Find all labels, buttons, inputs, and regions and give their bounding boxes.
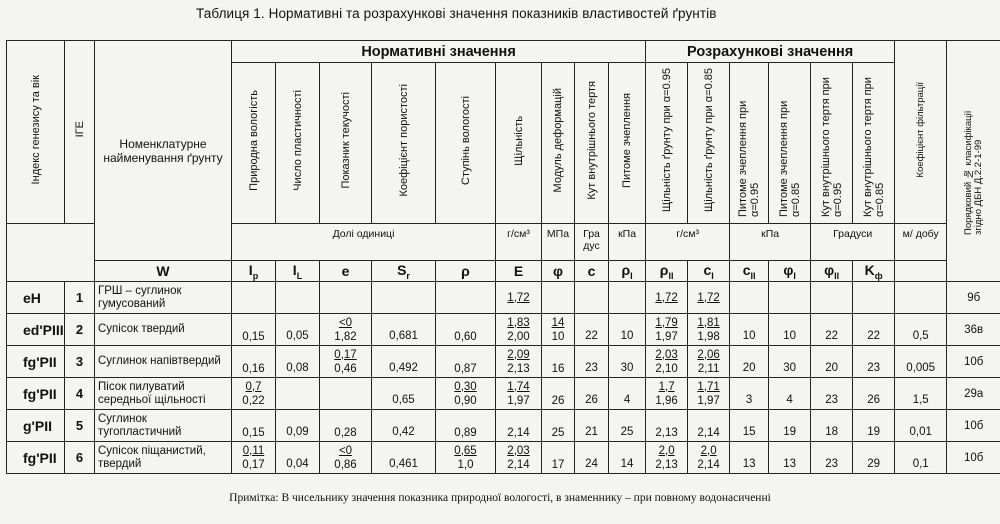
cell-w-numerator: 0,7 [245, 380, 262, 393]
cell-il-numerator: <0 [338, 444, 353, 457]
cell-phi1 [811, 282, 853, 314]
cell-rho2-numerator: 2,0 [700, 444, 717, 457]
table-title: Таблиця 1. Нормативні та розрахункові значення показників властивостей ґрунтів [196, 6, 717, 21]
cell-phi1: 23 [811, 378, 853, 410]
cell-c1: 13 [730, 442, 769, 474]
header-index: Індекс генезису та вік [7, 41, 65, 224]
cell-rho-denominator: 1,97 [507, 394, 530, 407]
cell-c: 25 [609, 410, 646, 442]
cell-ip: 0,09 [276, 410, 320, 442]
cell-E [542, 346, 575, 378]
cell-il-numerator: 0,17 [334, 348, 357, 361]
cell-c [609, 282, 646, 314]
cell-E-numerator [543, 412, 573, 426]
cell-c1: 15 [730, 410, 769, 442]
cell-il [320, 314, 372, 346]
cell-phi: 23 [575, 346, 609, 378]
cell-order: 36в [947, 314, 1000, 346]
cell-rho2-numerator: 1,71 [697, 380, 720, 393]
cell-ige: 5 [65, 410, 95, 442]
cell-sr-numerator [437, 291, 494, 305]
unit-mdobu: м/ добу [895, 224, 947, 261]
cell-rho2 [688, 282, 730, 314]
cell-phi1: 20 [811, 346, 853, 378]
cell-c: 4 [609, 378, 646, 410]
cell-c2: 13 [769, 442, 811, 474]
cell-kf: 1,5 [895, 378, 947, 410]
cell-sr-numerator [437, 412, 494, 426]
table-row [7, 346, 1000, 378]
sym-rho1: $\rho_I$ [609, 261, 646, 282]
cell-rho2-denominator: 2,14 [697, 458, 720, 471]
header-il: Показник текучості [320, 63, 372, 224]
sym-phi1: $\varphi_I$ [769, 261, 811, 282]
cell-name: Супісок піщанистий, твердий [95, 442, 232, 474]
cell-phi1: 22 [811, 314, 853, 346]
footnote: Примітка: В чисельнику значення показника природної вологості, в знаменнику – при повному водонасиченні [229, 492, 771, 504]
cell-rho-denominator: 2,14 [507, 426, 530, 439]
cell-sr [436, 442, 496, 474]
cell-E [542, 410, 575, 442]
cell-phi1: 23 [811, 442, 853, 474]
cell-rho2-denominator: 1,98 [697, 330, 720, 343]
cell-E [542, 314, 575, 346]
cell-E [542, 378, 575, 410]
cell-E [542, 282, 575, 314]
cell-sr [436, 282, 496, 314]
cell-ip: 0,04 [276, 442, 320, 474]
unit-kpa-calc: кПа [730, 224, 811, 261]
cell-il-denominator: 0,46 [334, 362, 357, 375]
cell-rho-denominator: 2,00 [507, 330, 530, 343]
cell-ige: 4 [65, 378, 95, 410]
cell-rho-numerator: 1,72 [507, 291, 530, 304]
cell-w-denominator: 0,15 [242, 330, 265, 343]
cell-c2: 30 [769, 346, 811, 378]
cell-phi2: 29 [853, 442, 895, 474]
cell-phi [575, 282, 609, 314]
cell-phi: 26 [575, 378, 609, 410]
cell-phi2: 19 [853, 410, 895, 442]
cell-name: ГРШ – суглинок гумусований [95, 282, 232, 314]
cell-il-numerator [321, 291, 370, 305]
cell-sr [436, 378, 496, 410]
cell-rho1 [646, 282, 688, 314]
cell-sr-numerator: 0,65 [454, 444, 477, 457]
cell-c: 30 [609, 346, 646, 378]
cell-rho-numerator: 2,03 [507, 444, 530, 457]
unit-gcm3-calc: г/см³ [646, 224, 730, 261]
cell-il [320, 410, 372, 442]
cell-sr-denominator: 0,89 [454, 426, 477, 439]
cell-E-denominator: 26 [551, 394, 565, 407]
header-ip: Число пластичності [276, 63, 320, 224]
cell-rho1 [646, 378, 688, 410]
cell-name: Супісок твердий [95, 314, 232, 346]
cell-rho2 [688, 442, 730, 474]
cell-ip: 0,08 [276, 346, 320, 378]
cell-ige: 2 [65, 314, 95, 346]
cell-e: 0,461 [372, 442, 436, 474]
header-e: Коефіцієнт пористості [372, 63, 436, 224]
cell-e: 0,492 [372, 346, 436, 378]
header-c2: Питоме зчеплення при α=0.85 [769, 63, 811, 224]
cell-phi2: 23 [853, 346, 895, 378]
cell-E-numerator: 14 [551, 316, 565, 329]
cell-e: 0,65 [372, 378, 436, 410]
cell-rho2-numerator: 2,06 [697, 348, 720, 361]
cell-w [232, 282, 276, 314]
cell-il-denominator: 0,86 [334, 458, 357, 471]
sym-c1: $c_I$ [688, 261, 730, 282]
cell-index: g'PII [7, 410, 65, 442]
header-rho1: Щільність ґрунту при α=0.95 [646, 63, 688, 224]
cell-E-numerator [543, 380, 573, 394]
unit-gcm3: г/см³ [496, 224, 542, 261]
cell-index: ed'PIII [7, 314, 65, 346]
cell-rho2 [688, 410, 730, 442]
cell-phi2 [853, 282, 895, 314]
cell-E [542, 442, 575, 474]
cell-sr-denominator: 0,60 [454, 330, 477, 343]
cell-rho1-numerator: 1,7 [658, 380, 675, 393]
header-order: Порядковий № класифікації згідно ДБН Д.2.2-1-99 [947, 41, 1000, 282]
sym-c: c [575, 261, 609, 282]
cell-rho-numerator [497, 412, 540, 426]
unit-grad: Гра дус [575, 224, 609, 261]
header-w: Природна вологість [232, 63, 276, 224]
unit-doli: Долі одиниці [232, 224, 496, 261]
cell-rho2-numerator: 1,72 [697, 291, 720, 304]
cell-rho-denominator: 2,14 [507, 458, 530, 471]
cell-rho [496, 282, 542, 314]
cell-e: 0,42 [372, 410, 436, 442]
cell-rho [496, 314, 542, 346]
header-phi2: Кут внутрішнього тертя при α=0.85 [853, 63, 895, 224]
header-rho: Щільність [496, 63, 542, 224]
cell-kf: 0,005 [895, 346, 947, 378]
header-sr: Ступінь вологості [436, 63, 496, 224]
sym-il: $I_L$ [276, 261, 320, 282]
cell-kf [895, 282, 947, 314]
cell-w [232, 410, 276, 442]
cell-rho [496, 378, 542, 410]
cell-rho2 [688, 378, 730, 410]
sym-ip: $I_p$ [232, 261, 276, 282]
cell-w-denominator: 0,17 [242, 458, 265, 471]
cell-rho1-denominator: 2,13 [655, 458, 678, 471]
cell-il-denominator: 1,82 [334, 330, 357, 343]
cell-rho1-numerator: 2,0 [658, 444, 675, 457]
cell-sr [436, 410, 496, 442]
empty-cell [7, 224, 95, 282]
cell-il-numerator [321, 387, 370, 401]
cell-E-denominator: 17 [551, 458, 565, 471]
cell-sr-denominator: 0,90 [454, 394, 477, 407]
cell-E-denominator: 10 [551, 330, 565, 343]
header-name: Номенклатурне найменування ґрунту [95, 41, 232, 261]
header-group-calculated: Розрахункові значення [646, 41, 895, 63]
cell-sr-denominator: 1,0 [457, 458, 474, 471]
cell-order: 10б [947, 410, 1000, 442]
cell-rho2-numerator [689, 412, 728, 426]
cell-rho1-denominator: 1,96 [655, 394, 678, 407]
header-group-normative: Нормативні значення [232, 41, 646, 63]
cell-name: Суглинок тугопластичний [95, 410, 232, 442]
cell-rho1-numerator: 1,79 [655, 316, 678, 329]
cell-sr [436, 346, 496, 378]
cell-rho1 [646, 410, 688, 442]
cell-ige: 6 [65, 442, 95, 474]
cell-phi: 24 [575, 442, 609, 474]
cell-c2 [769, 282, 811, 314]
cell-rho1-numerator: 1,72 [655, 291, 678, 304]
cell-rho-denominator: 2,13 [507, 362, 530, 375]
cell-rho [496, 410, 542, 442]
cell-c2: 4 [769, 378, 811, 410]
cell-rho2 [688, 346, 730, 378]
cell-sr-denominator: 0,87 [454, 362, 477, 375]
header-c1: Питоме зчеплення при α=0.95 [730, 63, 769, 224]
sym-phi: φ [542, 261, 575, 282]
sym-rho: ρ [436, 261, 496, 282]
cell-name: Суглинок напівтвердий [95, 346, 232, 378]
cell-rho-numerator: 1,74 [507, 380, 530, 393]
cell-il [320, 442, 372, 474]
table-row [7, 410, 1000, 442]
cell-phi: 21 [575, 410, 609, 442]
cell-rho2-denominator: 2,11 [697, 362, 720, 375]
sym-c2: $c_{II}$ [730, 261, 769, 282]
cell-kf: 0,1 [895, 442, 947, 474]
cell-E-numerator [543, 348, 573, 362]
cell-E-numerator [543, 291, 573, 305]
cell-rho1-denominator: 2,13 [655, 426, 678, 439]
cell-c1 [730, 282, 769, 314]
cell-w-numerator [233, 348, 274, 362]
cell-il [320, 346, 372, 378]
cell-name: Пісок пилуватий середньої щільності [95, 378, 232, 410]
cell-e: 0,681 [372, 314, 436, 346]
header-ige: ІГЕ [65, 41, 95, 224]
cell-phi2: 22 [853, 314, 895, 346]
cell-il-numerator [321, 412, 370, 426]
cell-phi1: 18 [811, 410, 853, 442]
cell-phi2: 26 [853, 378, 895, 410]
cell-w-denominator: 0,16 [242, 362, 265, 375]
header-phi: Кут внутрішнього тертя [575, 63, 609, 224]
cell-il [320, 378, 372, 410]
cell-c1: 3 [730, 378, 769, 410]
header-phi1: Кут внутрішнього тертя при α=0.95 [811, 63, 853, 224]
cell-rho1 [646, 314, 688, 346]
sym-rho2: $\rho_{II}$ [646, 261, 688, 282]
cell-phi: 22 [575, 314, 609, 346]
sym-kf: $K_ф$ [853, 261, 895, 282]
cell-e [372, 282, 436, 314]
cell-sr-numerator [437, 316, 494, 330]
cell-c2: 10 [769, 314, 811, 346]
cell-rho [496, 346, 542, 378]
cell-rho2-denominator: 2,14 [697, 426, 720, 439]
header-E: Модуль деформацій [542, 63, 575, 224]
cell-w [232, 442, 276, 474]
cell-E-numerator [543, 444, 573, 458]
cell-ip [276, 378, 320, 410]
sym-sr: $S_r$ [372, 261, 436, 282]
cell-c: 10 [609, 314, 646, 346]
cell-c2: 19 [769, 410, 811, 442]
cell-sr-numerator [437, 348, 494, 362]
cell-rho1 [646, 442, 688, 474]
cell-order: 10б [947, 442, 1000, 474]
cell-sr [436, 314, 496, 346]
soil-properties-table [6, 40, 1000, 474]
table-row [7, 378, 1000, 410]
cell-kf: 0,01 [895, 410, 947, 442]
cell-c: 14 [609, 442, 646, 474]
cell-w [232, 314, 276, 346]
cell-rho [496, 442, 542, 474]
header-kf: Коефіцієнт фільтрації [895, 41, 947, 224]
cell-rho1-numerator [647, 412, 686, 426]
unit-mpa: МПа [542, 224, 575, 261]
cell-rho2-numerator: 1,81 [697, 316, 720, 329]
sym-e: e [320, 261, 372, 282]
cell-ige: 3 [65, 346, 95, 378]
cell-il-numerator: <0 [338, 316, 353, 329]
cell-sr-numerator: 0,30 [454, 380, 477, 393]
cell-w-numerator: 0,11 [242, 444, 265, 457]
cell-rho1 [646, 346, 688, 378]
cell-E-denominator: 16 [551, 362, 565, 375]
cell-rho2 [688, 314, 730, 346]
cell-w-numerator [233, 412, 274, 426]
sym-E: E [496, 261, 542, 282]
header-c: Питоме зчеплення [609, 63, 646, 224]
table-row [7, 282, 1000, 314]
cell-il-denominator: 0,28 [334, 426, 357, 439]
sym-phi2: $\varphi_{II}$ [811, 261, 853, 282]
cell-kf: 0,5 [895, 314, 947, 346]
cell-order: 9б [947, 282, 1000, 314]
cell-w-denominator: 0,15 [242, 426, 265, 439]
header-rho2: Щільність ґрунту при α=0.85 [688, 63, 730, 224]
cell-index: fg'PII [7, 346, 65, 378]
cell-order: 10б [947, 346, 1000, 378]
cell-rho-numerator: 2,09 [507, 348, 530, 361]
cell-rho1-numerator: 2,03 [655, 348, 678, 361]
unit-kpa: кПа [609, 224, 646, 261]
cell-w [232, 378, 276, 410]
cell-w-denominator: 0,22 [242, 394, 265, 407]
cell-E-denominator: 25 [551, 426, 565, 439]
cell-rho1-denominator: 2,10 [655, 362, 678, 375]
cell-w [232, 346, 276, 378]
cell-rho2-denominator: 1,97 [697, 394, 720, 407]
cell-c1: 20 [730, 346, 769, 378]
cell-ige: 1 [65, 282, 95, 314]
cell-order: 29а [947, 378, 1000, 410]
cell-c1: 10 [730, 314, 769, 346]
table-row [7, 442, 1000, 474]
cell-w-numerator [233, 291, 274, 305]
cell-index: fg'PII [7, 442, 65, 474]
cell-ip: 0,05 [276, 314, 320, 346]
sym-w: W [95, 261, 232, 282]
unit-gradusy: Градуси [811, 224, 895, 261]
cell-ip [276, 282, 320, 314]
cell-index: fg'PII [7, 378, 65, 410]
table-row [7, 314, 1000, 346]
cell-il [320, 282, 372, 314]
cell-rho-numerator: 1,83 [507, 316, 530, 329]
cell-rho1-denominator: 1,97 [655, 330, 678, 343]
cell-index: eH [7, 282, 65, 314]
cell-w-numerator [233, 316, 274, 330]
